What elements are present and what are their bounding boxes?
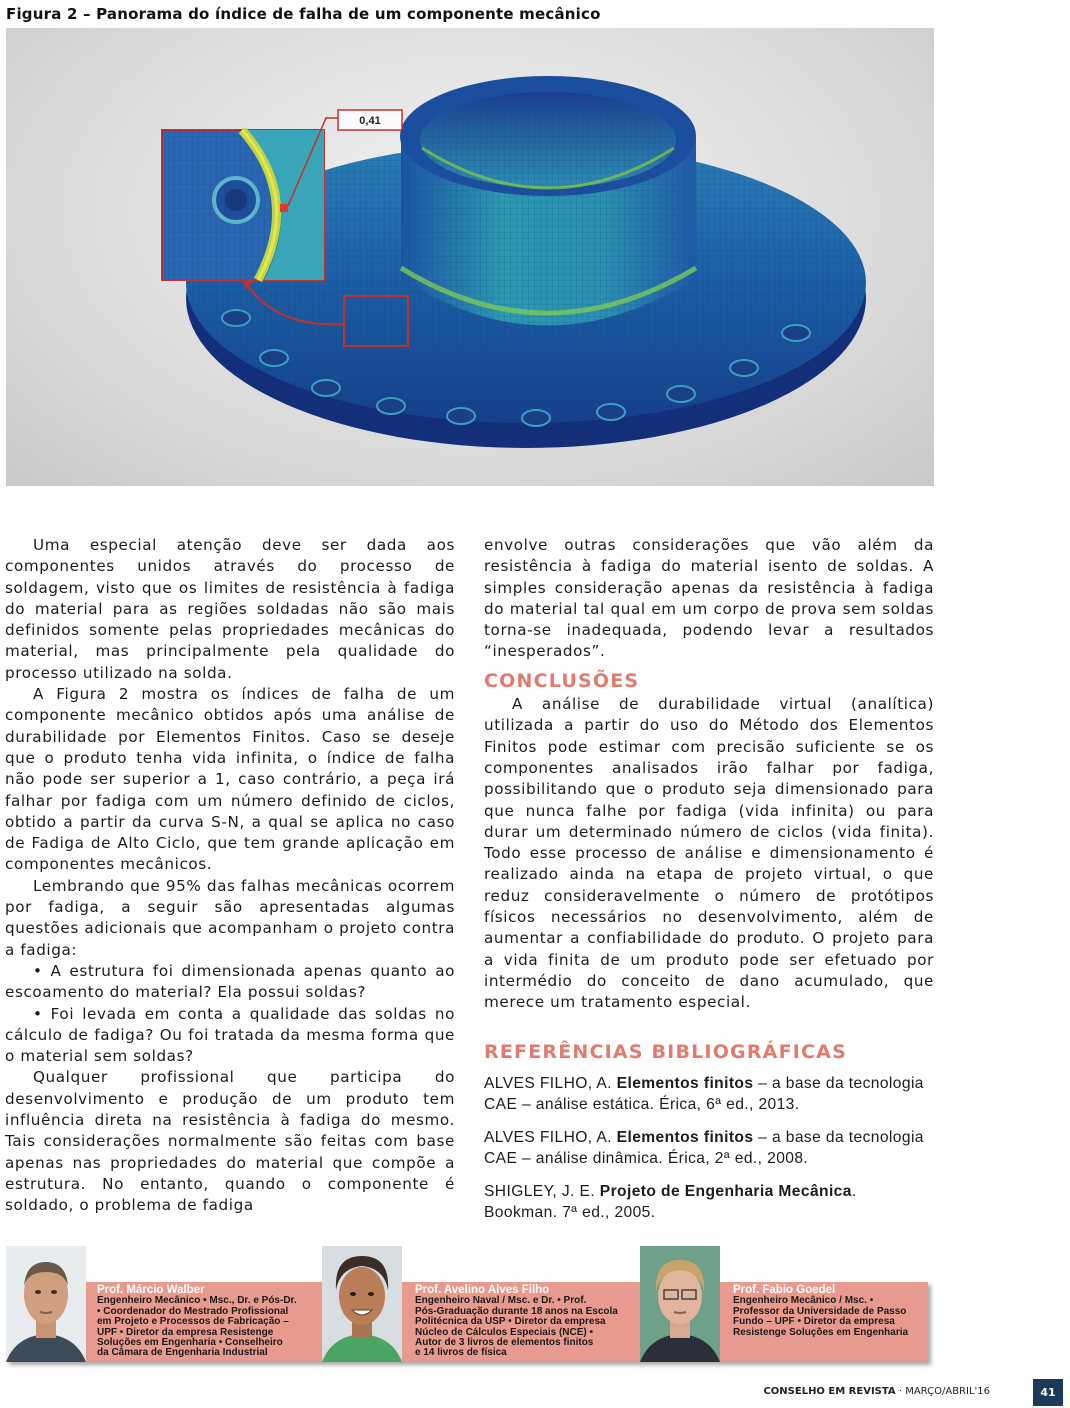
article-right-column xyxy=(484,535,934,1235)
paragraph: Lembrando que 95% das falhas mecânicas ocorrem por fadiga, a seguir são apresentadas algumas questões adicionais que acompanham o projeto contra a fadiga: xyxy=(5,876,455,959)
page-number: 41 xyxy=(1033,1379,1063,1406)
author-name: Prof. Fabio Goedel xyxy=(733,1284,836,1296)
author-bio-line: Soluções em Engenharia • Conselheiro xyxy=(97,1337,283,1349)
failure-index-value: 0,41 xyxy=(359,115,381,127)
author-photo xyxy=(640,1246,720,1362)
fea-figure xyxy=(6,28,934,486)
article-left-column xyxy=(5,535,455,1217)
author-bio-line: Núcleo de Cálculos Especiais (NCE) • xyxy=(415,1326,593,1338)
author-photo xyxy=(322,1246,402,1362)
references-heading: REFERÊNCIAS BIBLIOGRÁFICAS xyxy=(484,1040,847,1063)
author-bio-line: Engenheiro Naval / Msc. e Dr. • Prof. xyxy=(415,1295,587,1307)
figure-caption: Figura 2 – Panorama do índice de falha de um componente mecânico xyxy=(6,5,601,23)
author-bio-line: Autor de 3 livros de elementos finitos xyxy=(415,1337,594,1349)
author-name: Prof. Márcio Walber xyxy=(97,1284,205,1296)
paragraph: A Figura 2 mostra os índices de falha de um componente mecânico obtidos após uma análise de durabilidade por Elementos Finitos. Caso se deseje que o produto tenha vida infinita, o índice de falha não pode ser superior a 1, caso contrário, a peça irá falhar por fadiga com um número definido de ciclos, obtido a partir da curva S-N, a qual se aplica no caso de Fadiga de Alto Ciclo, que tem grande aplicação em componentes mecânicos. xyxy=(5,685,455,874)
author-bio-line: Engenheiro Mecânico / Msc. • xyxy=(733,1295,874,1307)
author-bio-line: Pós-Graduação durante 18 anos na Escola xyxy=(415,1305,618,1317)
author-bio-line: Resistenge Soluções em Engenharia xyxy=(733,1326,909,1338)
paragraph: Uma especial atenção deve ser dada aos componentes unidos através do processo de soldagem, visto que os limites de resistência à fadiga do material para as regiões soldadas não são mais definidos somente pelas propriedades mecânicas do material, mas principalmente pela qualidade do processo utilizado na solda. xyxy=(5,536,455,682)
reference-item: ALVES FILHO, A. Elementos finitos – a base da tecnologia CAE – análise dinâmica. Érica, 2ª ed., 2008. xyxy=(484,1128,924,1167)
author-band xyxy=(6,1246,934,1362)
conclusions-heading: CONCLUSÕES xyxy=(484,669,640,692)
author-bio-line: em Projeto e Processos de Fabricação – xyxy=(97,1316,289,1328)
paragraph: A análise de durabilidade virtual (analítica) utilizada a partir do uso do Método dos Elementos Finitos pode estimar com precisão suficiente se os componentes analisados irão falhar por fadiga, possibilitando que o produto seja dimensionado para que nunca falhe por fadiga (vida infinita) ou para durar um determinado número de ciclos (vida finita). Todo esse processo de análise e dimensionamento é realizado ainda na etapa de projeto virtual, o que reduz consideravelmente o número de protótipos físicos necessários no desenvolvimento, além de aumentar a confiabilidade do produto. O projeto para a vida finita de um produto pode ser efetuado por intermédio do conceito de dano acumulado, que merece um tratamento especial. xyxy=(484,695,934,1012)
author-bio-line: da Câmara de Engenharia Industrial xyxy=(97,1347,268,1359)
paragraph: Qualquer profissional que participa do desenvolvimento e produção de um produto tem influência direta na resistência à fadiga do mesmo. Tais considerações normalmente são feitas com base apenas nas propriedades do material que compõe a estrutura. No entanto, quando o componente é soldado, o problema de fadiga xyxy=(5,1068,455,1215)
page-footer xyxy=(0,1378,1070,1408)
zoom-inset xyxy=(162,130,324,280)
reference-item: ALVES FILHO, A. Elementos finitos – a base da tecnologia CAE – análise estática. Érica, 6ª ed., 2013. xyxy=(484,1074,924,1113)
author-photo xyxy=(6,1246,86,1362)
author-bio-line: • Coordenador do Mestrado Profissional xyxy=(97,1305,289,1317)
bullet-question: • A estrutura foi dimensionada apenas quanto ao escoamento do material? Ela possui soldas? xyxy=(5,961,455,1002)
author-bio-line: e 14 livros de física xyxy=(415,1347,507,1359)
author-bio-line: Professor da Universidade de Passo xyxy=(733,1305,907,1317)
magazine-credit: CONSELHO EM REVISTA · MARÇO/ABRIL'16 xyxy=(763,1386,990,1397)
fea-model-illustration xyxy=(6,28,934,486)
paragraph: envolve outras considerações que vão além da resistência à fadiga do material isento de soldas. A simples consideração apenas da resistência à fadiga do material tal qual em um corpo de prova sem soldas torna-se inadequada, podendo levar a resultados “inesperados”. xyxy=(484,536,934,661)
author-bio-line: UPF • Diretor da empresa Resistenge xyxy=(97,1326,274,1338)
author-bio-line: Fundo – UPF • Diretor da empresa xyxy=(733,1316,895,1328)
author-bio-line: Politécnica da USP • Diretor da empresa xyxy=(415,1316,606,1328)
author-name: Prof. Avelino Alves Filho xyxy=(415,1284,550,1296)
author-bio-line: Engenheiro Mecânico • Msc., Dr. e Pós-Dr. xyxy=(97,1295,297,1307)
author-info xyxy=(415,1285,618,1359)
reference-item: SHIGLEY, J. E. Projeto de Engenharia Mecânica. Bookman. 7ª ed., 2005. xyxy=(484,1182,857,1221)
bullet-question: • Foi levada em conta a qualidade das soldas no cálculo de fadiga? Ou foi tratada da mesma forma que o material sem soldas? xyxy=(5,1004,455,1066)
author-info xyxy=(733,1285,908,1338)
author-info xyxy=(97,1285,297,1359)
